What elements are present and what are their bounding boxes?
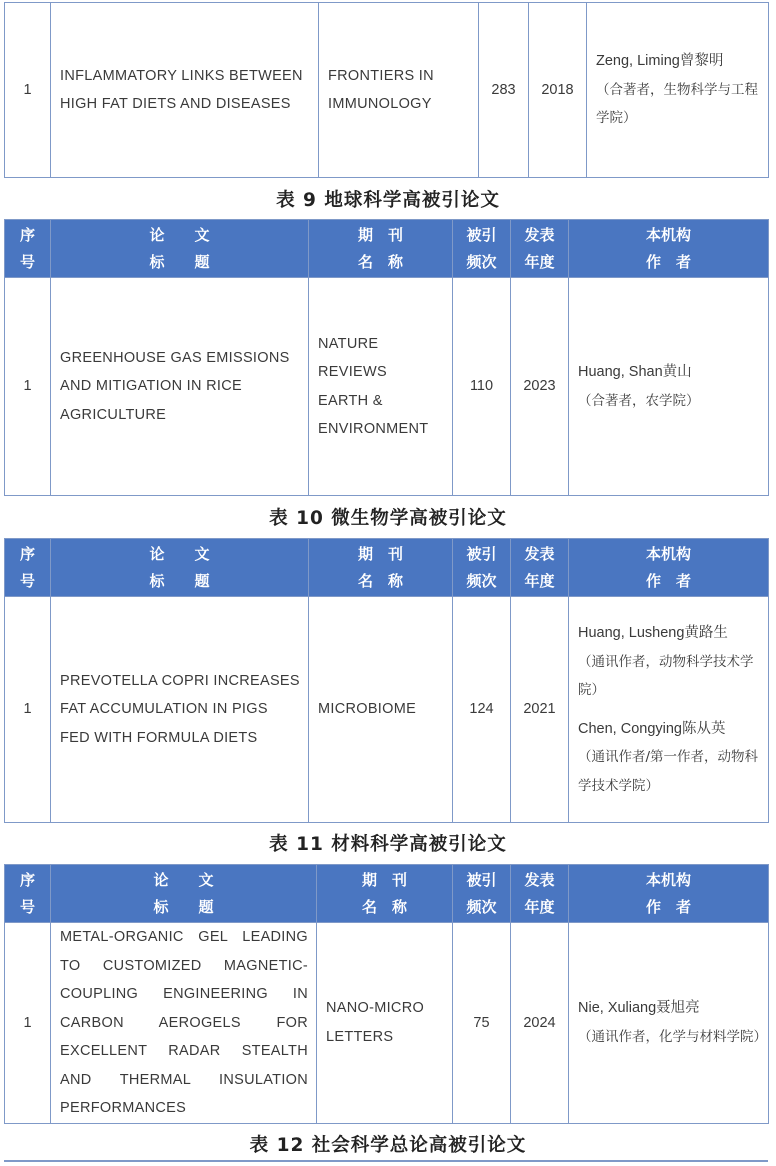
publication-year: 2024 [511,923,569,1124]
author-cell [569,278,769,496]
row-number: 1 [5,3,51,178]
author-role: （通讯作者/第一作者，动物科学技术学院） [578,749,759,794]
journal-name: MICROBIOME [309,597,453,823]
header-no: 序 号 [5,539,51,597]
publication-year: 2018 [529,3,587,178]
table-header-row [5,539,769,597]
author-role: （通讯作者，动物科学技术学院） [578,653,754,698]
author-cell [569,923,769,1124]
table-caption: 表 11 材料科学高被引论文 [269,834,507,855]
author-entry [578,715,762,801]
header-title: 论 文 标 题 [51,539,309,597]
header-citations: 被引 频次 [453,865,511,923]
header-journal: 期 刊 名 称 [317,865,453,923]
row-number: 1 [5,278,51,496]
table-8-continued [4,2,769,178]
author-entry [578,994,767,1051]
table-row [5,278,769,496]
table-top-border [4,1160,768,1162]
header-author: 本机构 作 者 [569,220,769,278]
journal-name: FRONTIERS IN IMMUNOLOGY [319,3,479,178]
header-title: 论 文 标 题 [51,865,317,923]
table-header-row [5,220,769,278]
header-author: 本机构 作 者 [569,539,769,597]
author-role: （合著者，生物科学与工程学院） [596,81,758,127]
publication-year: 2023 [511,278,569,496]
citation-count: 110 [453,278,511,496]
author-role: （合著者，农学院） [578,392,700,409]
table-caption: 表 9 地球科学高被引论文 [276,190,500,211]
header-journal: 期 刊 名 称 [309,539,453,597]
table-11 [4,864,769,1124]
header-year: 发表 年度 [511,865,569,923]
publication-year: 2021 [511,597,569,823]
table-9 [4,219,769,496]
table-header-row [5,865,769,923]
author-entry [578,619,762,705]
table-row [5,597,769,823]
author-name: Huang, Shan黄山 [578,364,692,380]
author-entry [596,47,762,133]
citation-count: 75 [453,923,511,1124]
paper-title: INFLAMMATORY LINKS BETWEEN HIGH FAT DIETS AND DISEASES [51,3,319,178]
table-row [5,923,769,1124]
header-no: 序 号 [5,220,51,278]
header-author: 本机构 作 者 [569,865,769,923]
author-role: （通讯作者，化学与材料学院） [578,1028,767,1045]
author-cell [569,597,769,823]
table-caption: 表 10 微生物学高被引论文 [269,508,507,529]
header-citations: 被引 频次 [453,220,511,278]
table-10 [4,538,769,823]
author-name: Zeng, Liming曾黎明 [596,53,724,70]
header-title: 论 文 标 题 [51,220,309,278]
paper-title: PREVOTELLA COPRI INCREASES FAT ACCUMULATION IN PIGS FED WITH FORMULA DIETS [51,597,309,823]
table-row [5,3,769,178]
header-year: 发表 年度 [511,220,569,278]
author-name: Chen, Congying陈从英 [578,720,726,737]
author-cell [587,3,769,178]
paper-title: METAL-ORGANIC GEL LEADING TO CUSTOMIZED MAGNETIC-COUPLING ENGINEERING IN CARBON AEROGELS FOR EXCELLENT RADAR STEALTH AND THERMAL INSULATION PERFORMANCES [51,923,317,1124]
author-name: Nie, Xuliang聂旭亮 [578,1000,700,1017]
header-citations: 被引 频次 [453,539,511,597]
journal-name: NANO-MICRO LETTERS [317,923,453,1124]
row-number: 1 [5,923,51,1124]
header-no: 序 号 [5,865,51,923]
author-name: Huang, Lusheng黄路生 [578,625,728,641]
row-number: 1 [5,597,51,823]
citation-count: 124 [453,597,511,823]
citation-count: 283 [479,3,529,178]
paper-title: GREENHOUSE GAS EMISSIONS AND MITIGATION IN RICE AGRICULTURE [51,278,309,496]
header-year: 发表 年度 [511,539,569,597]
table-caption: 表 12 社会科学总论高被引论文 [249,1135,527,1156]
author-entry [578,358,762,415]
header-journal: 期 刊 名 称 [309,220,453,278]
journal-name: NATURE REVIEWS EARTH & ENVIRONMENT [309,278,453,496]
